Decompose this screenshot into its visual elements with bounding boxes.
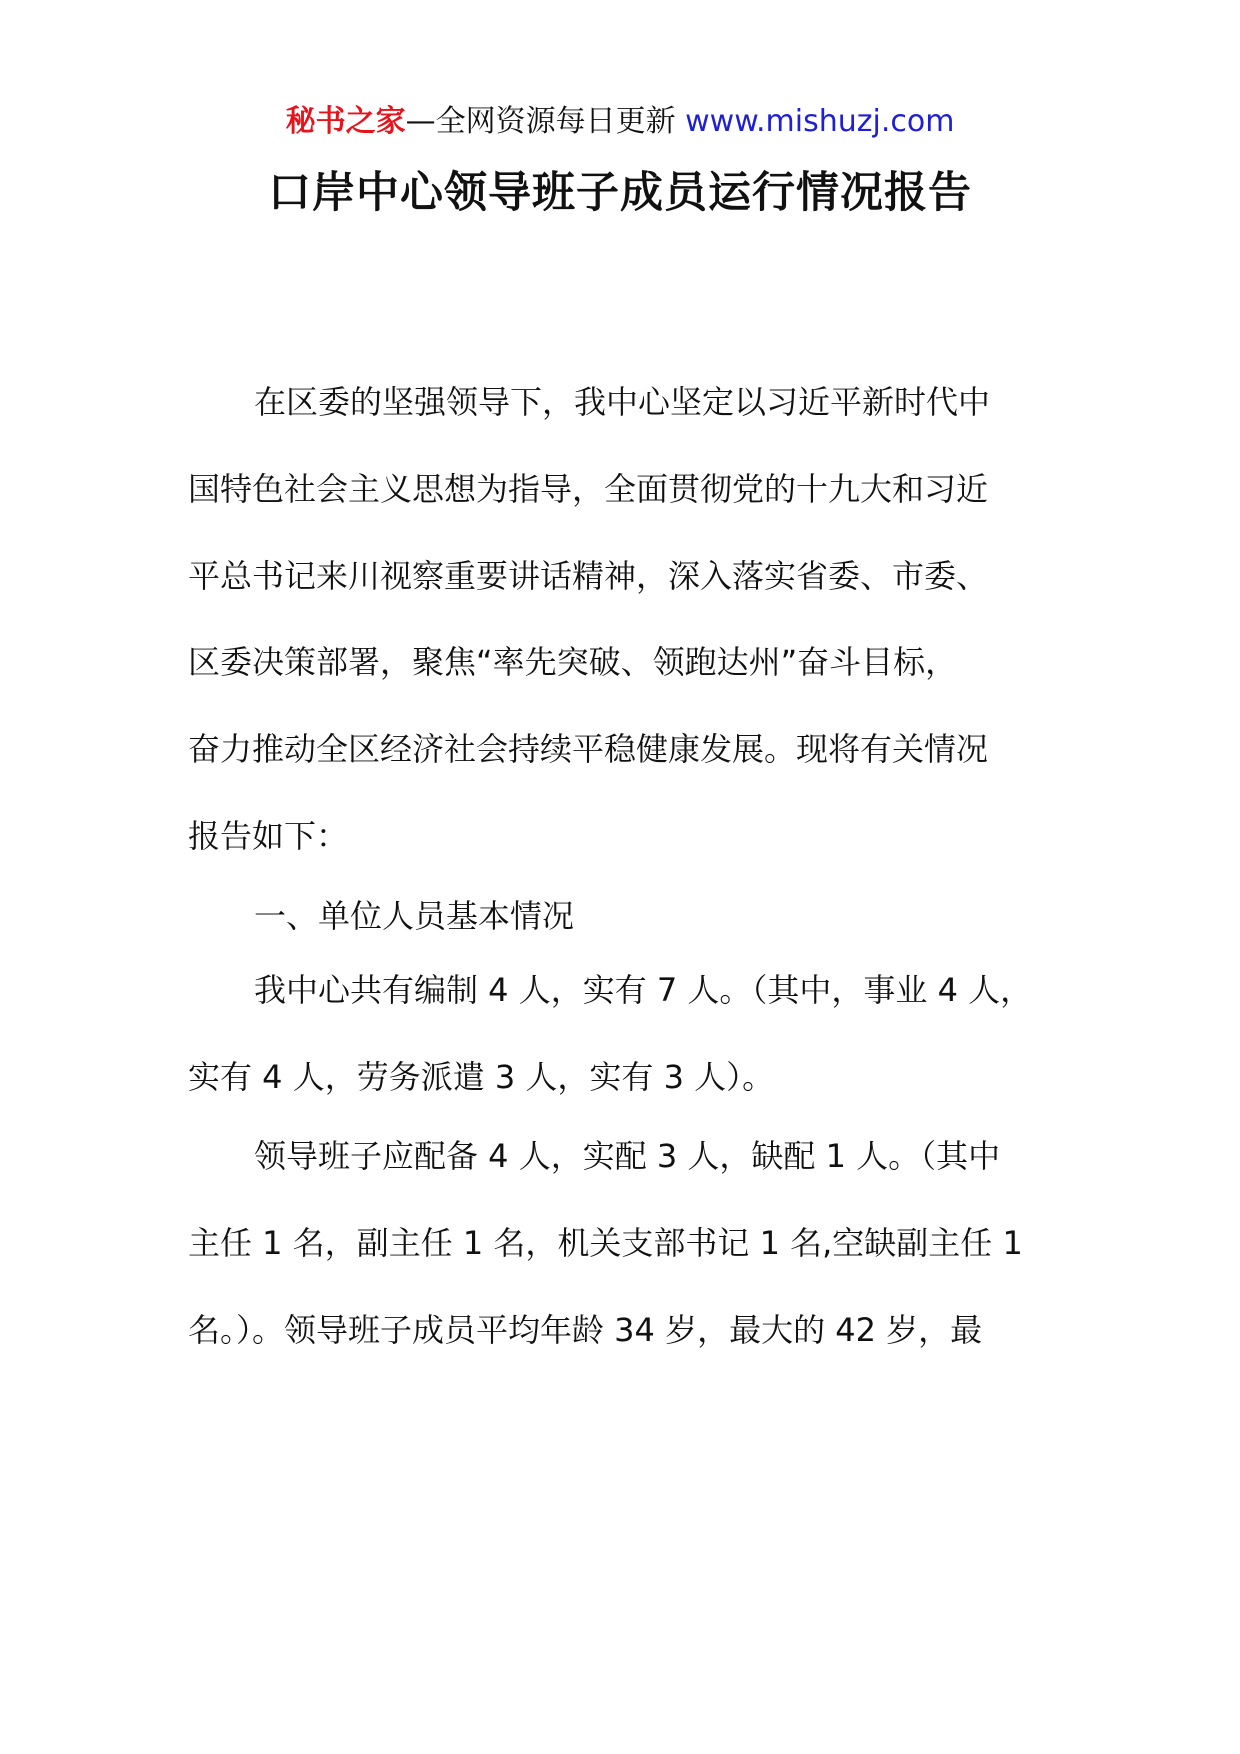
header-tagline: —全网资源每日更新 [405,104,676,139]
brand-name: 秘书之家 [285,104,406,139]
paragraph-1-line-2: 国特色社会主义思想为指导，全面贯彻党的十九大和习近 [188,470,989,508]
paragraph-1-line-5: 奋力推动全区经济社会持续平稳健康发展。现将有关情况 [188,730,989,768]
paragraph-1-line-6: 报告如下： [188,817,349,855]
paragraph-3-line-3: 名。）。领导班子成员平均年龄 34 岁，最大的 42 岁，最 [188,1311,983,1349]
paragraph-2-line-1: 我中心共有编制 4 人，实有 7 人。（其中，事业 4 人， [254,971,1033,1009]
paragraph-3-line-2: 主任 1 名，副主任 1 名，机关支部书记 1 名,空缺副主任 1 [188,1224,1023,1262]
section-1-heading: 一、单位人员基本情况 [254,897,575,935]
paragraph-2-line-2: 实有 4 人，劳务派遣 3 人，实有 3 人）。 [188,1058,775,1096]
paragraph-1-line-4: 区委决策部署，聚焦“率先突破、领跑达州”奋斗目标， [188,643,958,681]
site-header [0,102,1240,142]
paragraph-3-line-1: 领导班子应配备 4 人，实配 3 人，缺配 1 人。（其中 [254,1137,1001,1175]
document-title: 口岸中心领导班子成员运行情况报告 [268,168,972,218]
site-url-link[interactable]: www.mishuzj.com [685,104,955,139]
paragraph-1-line-1: 在区委的坚强领导下，我中心坚定以习近平新时代中 [254,383,991,421]
paragraph-1-line-3: 平总书记来川视察重要讲话精神，深入落实省委、市委、 [188,557,989,595]
